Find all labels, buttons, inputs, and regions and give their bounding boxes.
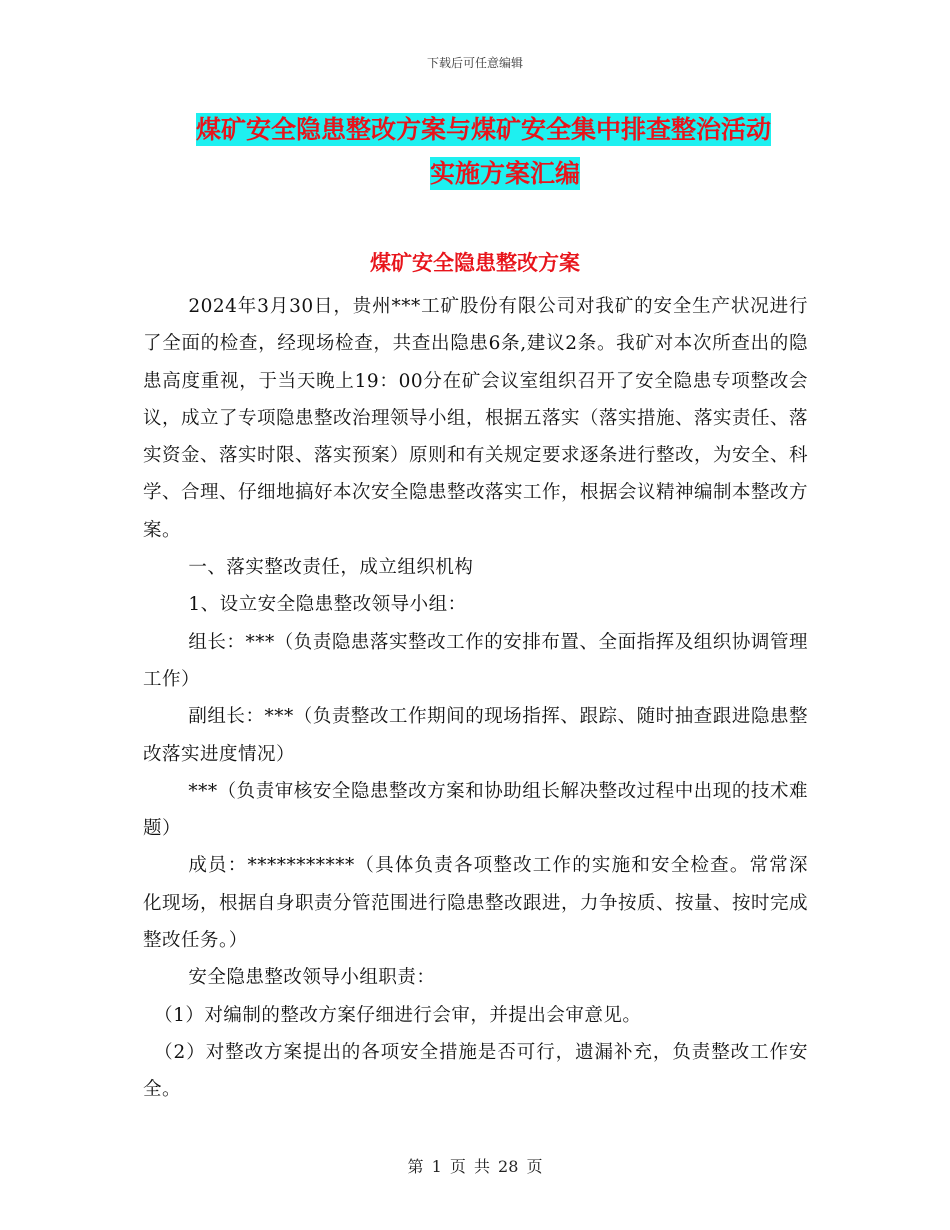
document-title-line-1: 煤矿安全隐患整改方案与煤矿安全集中排查整治活动 <box>196 115 772 144</box>
paragraph-intro: 2024年3月30日，贵州***工矿股份有限公司对我矿的安全生产状况进行了全面的检查，经现场检查，共查出隐患6条,建议2条。我矿对本次所查出的隐患高度重视，于当天晚上19：00分在矿会议室组织召开了安全隐患专项整改会议，成立了专项隐患整改治理领导小组，根据五落实（落实措施、落实责任、落实资金、落实时限、落实预案）原则和有关规定要求逐条进行整改，为安全、科学、合理、仔细地搞好本次安全隐患整改落实工作，根据会议精神编制本整改方案。 <box>143 296 809 541</box>
header-note: 下载后可任意编辑 <box>426 56 523 70</box>
document-body <box>143 288 808 1109</box>
list-item-duty-1: （1）对编制的整改方案仔细进行会审，并提出会审意见。 <box>154 1004 642 1026</box>
paragraph-group-leader: 组长：***（负责隐患落实整改工作的安排布置、全面指挥及组织协调管理工作） <box>143 631 808 690</box>
list-item-duty-2: （2）对整改方案提出的各项安全措施是否可行，遗漏补充，负责整改工作安全。 <box>143 1041 808 1101</box>
paragraph-technical-reviewer: ***（负责审核安全隐患整改方案和协助组长解决整改过程中出现的技术难题） <box>143 780 808 840</box>
document-title-line-2: 实施方案汇编 <box>429 159 580 188</box>
paragraph-deputy-leader: 副组长：***（负责整改工作期间的现场指挥、跟踪、随时抽查跟进隐患整改落实进度情况） <box>143 706 808 765</box>
heading-leadership-group: 1、设立安全隐患整改领导小组： <box>188 594 467 616</box>
heading-responsibility: 一、落实整改责任，成立组织机构 <box>188 557 474 579</box>
section-title: 煤矿安全隐患整改方案 <box>370 251 580 275</box>
paragraph-members: 成员：***********（具体负责各项整改工作的实施和安全检查。常常深化现场，根据自身职责分管范围进行隐患整改跟进，力争按质、按量、按时完成整改任务。） <box>143 855 809 952</box>
heading-group-duties: 安全隐患整改领导小组职责： <box>188 967 436 989</box>
document-title <box>196 108 802 196</box>
page-footer: 第 1 页 共 28 页 <box>407 1157 543 1176</box>
